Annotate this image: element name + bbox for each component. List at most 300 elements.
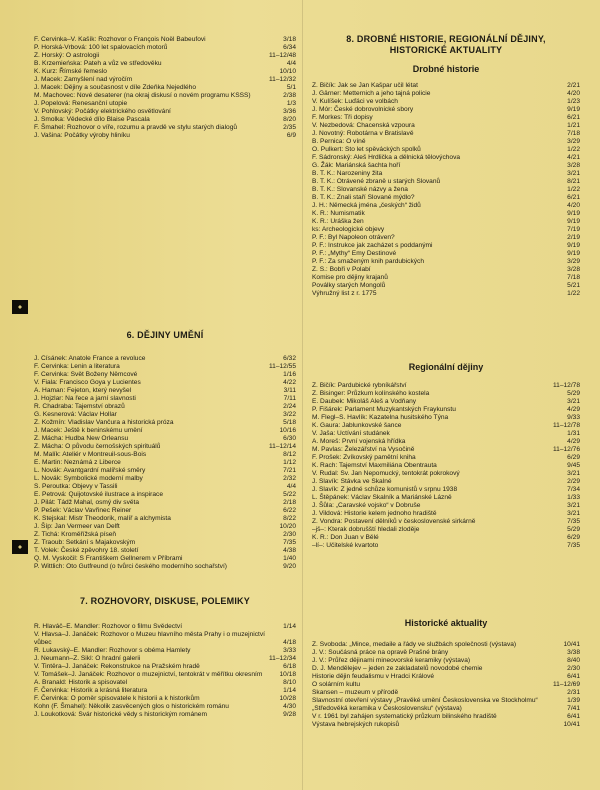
entry-reference: 2/19 [567, 234, 580, 241]
entry-title: V. Tomášek–J. Janáček: Rozhovor o muzejnictví, tentokrát v měřítku okresním [34, 671, 263, 678]
entry-reference: 8/10 [283, 679, 296, 686]
entry-title: Z. Vondra: Postavení dělníků v československé sirkárně [312, 518, 476, 525]
entry-title: –lí–: Učitelské kvartoto [312, 542, 379, 549]
entry-title: Výhružný list z r. 1775 [312, 290, 377, 297]
index-entry [312, 114, 580, 122]
entry-title: P. Pešek: Václav Vavřinec Reiner [34, 507, 132, 514]
index-entry [312, 234, 580, 242]
index-entry [312, 526, 580, 534]
index-entry [312, 705, 580, 713]
entry-title: P. F.: Byl Napoleon otráven? [312, 234, 395, 241]
section-6-title: 6. DĚJINY UMĚNÍ [126, 330, 204, 340]
index-entry [312, 178, 580, 186]
section-8-title-line1: 8. DROBNÉ HISTORIE, REGIONÁLNÍ DĚJINY, [346, 34, 546, 44]
entry-title: Poválky starých Mongolů [312, 282, 386, 289]
index-entry [312, 90, 580, 98]
entry-reference: 9/19 [567, 242, 580, 249]
index-entry [34, 459, 296, 467]
index-entry [312, 274, 580, 282]
entry-title: Kohn (F. Šmahel): Několik zasvěcených glos o historickém románu [34, 703, 229, 710]
entry-reference: 7/41 [567, 705, 580, 712]
entry-reference: 3/21 [567, 470, 580, 477]
entry-reference: 7/19 [567, 226, 580, 233]
entry-reference: 8/20 [283, 116, 296, 123]
entry-reference: 7/18 [567, 274, 580, 281]
entry-reference: 4/22 [283, 379, 296, 386]
index-entry [312, 649, 580, 657]
entry-title: S. Peroutka: Objevy v Tassili [34, 483, 118, 490]
entry-reference: 3/21 [567, 170, 580, 177]
entry-title: B. T. K.: Narozeniny žita [312, 170, 383, 177]
index-entry [312, 382, 580, 390]
index-entry [312, 290, 580, 298]
index-entry [34, 547, 296, 555]
entry-title: V. Nezbedová: Chacenská vzpoura [312, 122, 415, 129]
entry-reference: 6/41 [567, 713, 580, 720]
entry-reference: 3/21 [567, 510, 580, 517]
entry-title: J. Šíp: Jan Vermeer van Delft [34, 523, 120, 530]
index-entry [34, 695, 296, 703]
entry-reference: 2/30 [567, 665, 580, 672]
entry-title: B. T. K.: Znali staří Slované mýdlo? [312, 194, 415, 201]
entry-title: F. Morkes: Tři dopisy [312, 114, 373, 121]
entry-reference: 8/22 [283, 515, 296, 522]
entry-reference: 3/28 [567, 266, 580, 273]
index-entry [34, 623, 296, 631]
index-entry [34, 124, 296, 132]
entry-title: V. Pohlovský: Počátky elektrického osvětlování [34, 108, 171, 115]
entry-reference: 8/21 [567, 178, 580, 185]
index-entry [312, 82, 580, 90]
entry-reference: 1/21 [567, 122, 580, 129]
section-marker-icon [12, 540, 28, 554]
index-entry [312, 470, 580, 478]
index-entry [34, 84, 296, 92]
entry-reference: 2/29 [567, 478, 580, 485]
index-entry [312, 430, 580, 438]
index-entry [34, 60, 296, 68]
entry-reference: 3/29 [567, 258, 580, 265]
index-entry [34, 655, 296, 663]
index-entry [34, 555, 296, 563]
entry-reference: 1/3 [286, 100, 296, 107]
entry-reference: 4/29 [567, 406, 580, 413]
entry-title: F. Cervinka: Lenin a literatura [34, 363, 120, 370]
entry-reference: 9/33 [567, 414, 580, 421]
index-entry [34, 411, 296, 419]
entry-reference: 11–12/48 [268, 52, 296, 59]
index-entry [34, 523, 296, 531]
entry-title: P. Wittlich: Oto Gutfreund (o tvůrci českého moderního sochařství) [34, 563, 228, 570]
top-list [34, 36, 296, 140]
entry-reference: 2/32 [283, 475, 296, 482]
index-entry [34, 355, 296, 363]
entry-title: E. Daubek: Mikoláš Aleš a Vodňany [312, 398, 417, 405]
entry-title: B. Pernica: O víně [312, 138, 366, 145]
drobne-historie-list [312, 82, 580, 298]
index-entry [34, 132, 296, 140]
entry-title: Z. Traoub: Setkání s Majakovským [34, 539, 136, 546]
entry-reference: 9/19 [567, 106, 580, 113]
index-entry [312, 462, 580, 470]
entry-reference: 1/40 [283, 555, 296, 562]
index-entry [312, 398, 580, 406]
entry-title: A. Moreš: První vojenská hřídka [312, 438, 406, 445]
entry-title: P. F.: „Mythy“ Emy Destinové [312, 250, 397, 257]
entry-reference: 7/35 [567, 542, 580, 549]
entry-reference: 1/33 [567, 494, 580, 501]
entry-reference: 3/21 [567, 398, 580, 405]
index-entry [34, 52, 296, 60]
entry-title: L. Štěpánek: Václav Skalník a Mariánské Lázně [312, 494, 452, 501]
entry-title: F. Sádronský: Aleš Hrdlička a dělnická tělovýchova [312, 154, 461, 161]
index-entry [34, 36, 296, 44]
entry-reference: 3/21 [567, 502, 580, 509]
index-entry [34, 467, 296, 475]
index-entry [34, 679, 296, 687]
entry-reference: 7/35 [567, 518, 580, 525]
entry-title: A. Branald: Historik a spisovatel [34, 679, 128, 686]
entry-reference: 1/39 [567, 697, 580, 704]
entry-title: D. J. Mendělejev – jeden ze zakladatelů novodobé chemie [312, 665, 483, 672]
section-6 [34, 330, 296, 571]
entry-title: Z. Horský: O astrologii [34, 52, 100, 59]
entry-title: V r. 1961 byl zahájen systematický průzkum bilinského hradiště [312, 713, 497, 720]
index-entry [312, 138, 580, 146]
index-entry [34, 76, 296, 84]
index-entry [34, 531, 296, 539]
index-entry [312, 130, 580, 138]
index-entry [312, 422, 580, 430]
index-entry [34, 363, 296, 371]
entry-reference: 6/29 [567, 534, 580, 541]
entry-reference: 7/11 [283, 395, 296, 402]
entry-reference: 11–12/55 [268, 363, 296, 370]
entry-reference: 10/20 [279, 523, 296, 530]
index-entry [312, 202, 580, 210]
entry-title: Skansen – muzeum v přírodě [312, 689, 399, 696]
entry-title: O. Pulkert: Sto let spěváckých spolků [312, 146, 421, 153]
entry-reference: 4/29 [567, 438, 580, 445]
entry-title: „Středověká keramika v Československu“ (výstava) [312, 705, 462, 712]
index-entry [34, 435, 296, 443]
index-entry [34, 92, 296, 100]
entry-title: Z. Bisinger: Průzkum kolínského kostela [312, 390, 430, 397]
entry-title: K. Rach: Tajemství Maxmiliána Obentrauta [312, 462, 437, 469]
entry-reference: 2/18 [283, 499, 296, 506]
drobne-historie-title: Drobné historie [412, 64, 480, 74]
entry-title: Z. Bičík: Jak se Jan Kašpar učil létat [312, 82, 418, 89]
entry-reference: 4/4 [286, 483, 296, 490]
index-entry [34, 711, 296, 719]
entry-title: L. Novák: Symbolické moderní malby [34, 475, 143, 482]
index-entry [312, 510, 580, 518]
index-entry [312, 478, 580, 486]
index-entry [34, 483, 296, 491]
entry-title: F. Červinka: Historik a krásná literatura [34, 687, 148, 694]
entry-reference: 6/22 [283, 507, 296, 514]
index-entry [312, 665, 580, 673]
entry-reference: 1/22 [567, 146, 580, 153]
entry-reference: 6/9 [286, 132, 296, 139]
index-entry [312, 502, 580, 510]
index-entry [312, 486, 580, 494]
index-entry [34, 427, 296, 435]
entry-title: J. Smolka: Vědecké dílo Blaise Pascala [34, 116, 150, 123]
entry-title: J. H.: Německá jména „českých“ židů [312, 202, 421, 209]
entry-title: Výstava hebrejských rukopisů [312, 721, 400, 728]
entry-reference: 1/12 [283, 459, 296, 466]
entry-reference: 2/38 [283, 92, 296, 99]
entry-reference: 2/24 [283, 403, 296, 410]
entry-reference: 10/41 [563, 721, 580, 728]
index-entry [312, 454, 580, 462]
entry-title: Z. S.: Bobři v Polabí [312, 266, 371, 273]
entry-reference: 3/18 [283, 36, 296, 43]
entry-title: P. Horská-Vrbová: 100 let spalovacích motorů [34, 44, 168, 51]
index-entry [34, 539, 296, 547]
entry-title: J. Šůla: „Caravské vojsko“ v Dobruše [312, 502, 421, 509]
entry-reference: 5/1 [286, 84, 296, 91]
entry-title: F. Prošek: Zvíkovský pamětní kniha [312, 454, 416, 461]
index-entry [312, 226, 580, 234]
entry-title: G. Žák: Mariánská šachta hoří [312, 162, 401, 169]
entry-title: J. V.: Součásná práce na opravě Prašné brány [312, 649, 449, 656]
index-entry [312, 438, 580, 446]
entry-title: J. Pilát: Tádž Mahal, osmý div světa [34, 499, 140, 506]
entry-title: V. Tintěra–J. Janáček: Rekonstrukce na Pražském hradě [34, 663, 200, 670]
index-entry [312, 106, 580, 114]
entry-reference: 8/40 [567, 657, 580, 664]
section-8-title-line2: HISTORICKÉ AKTUALITY [389, 45, 503, 55]
entry-title: E. Martin: Neznámá z Liberce [34, 459, 121, 466]
entry-title: F. Červinka: O poměr spisovatele k historii a k historikům [34, 695, 200, 702]
index-entry [312, 689, 580, 697]
index-entry [34, 663, 296, 671]
entry-title: J. Gärner: Metternich a jeho tajná policie [312, 90, 431, 97]
entry-title: K. Gaura: Jablunkovské šance [312, 422, 402, 429]
index-entry [312, 390, 580, 398]
entry-title: V. Kulíšek: Luďáci ve volbách [312, 98, 398, 105]
entry-title: K. R.: Numismatik [312, 210, 365, 217]
entry-reference: 10/16 [279, 427, 296, 434]
entry-title: R. Chadraba: Tajemství obrazů [34, 403, 125, 410]
entry-reference: 4/38 [283, 547, 296, 554]
entry-reference: 9/28 [283, 711, 296, 718]
section-6-list [34, 355, 296, 571]
index-entry [312, 162, 580, 170]
entry-title: Z. Tichá: Kroměřížská píseň [34, 531, 117, 538]
index-entry [34, 507, 296, 515]
index-entry [34, 443, 296, 451]
index-entry [34, 671, 296, 679]
entry-title: Komise pro dějiny krajanů [312, 274, 388, 281]
entry-reference: 2/21 [567, 82, 580, 89]
section-7-list [34, 623, 296, 719]
index-entry [312, 266, 580, 274]
entry-reference: 11–12/69 [552, 681, 580, 688]
section-7 [34, 596, 296, 719]
index-entry [312, 146, 580, 154]
column-divider [302, 0, 303, 790]
index-entry [312, 122, 580, 130]
entry-reference: 7/18 [567, 130, 580, 137]
index-entry [312, 406, 580, 414]
index-entry [34, 395, 296, 403]
index-entry [312, 681, 580, 689]
entry-title: B. T. K.: Otrávené zbraně u starých Slovanů [312, 178, 441, 185]
entry-title: Z. Bičík: Pardubické rybníkářství [312, 382, 407, 389]
index-entry [312, 518, 580, 526]
entry-reference: 11–12/78 [552, 422, 580, 429]
index-entry [312, 210, 580, 218]
entry-title: J. Macek: Dějiny a současnost v díle Zdeňka Nejedlého [34, 84, 196, 91]
entry-reference: 6/29 [567, 454, 580, 461]
entry-reference: 3/38 [567, 649, 580, 656]
entry-title: Z. Mácha: O původu černošských spirituálů [34, 443, 161, 450]
entry-title: J. V.: Průřez dějinami mineovorské keramiky (výstava) [312, 657, 471, 664]
entry-reference: 10/41 [563, 641, 580, 648]
entry-reference: 7/21 [283, 467, 296, 474]
entry-title: ks: Archeologické objevy [312, 226, 385, 233]
entry-reference: 4/4 [286, 60, 296, 67]
historicke-aktuality-list [312, 641, 580, 729]
entry-title: R. Lukavský–E. Mandler: Rozhovor s obéma Hamlety [34, 647, 191, 654]
index-entry [312, 673, 580, 681]
index-entry [312, 186, 580, 194]
entry-title: B. Krzemieńska: Pateh a vůz ve středověku [34, 60, 162, 67]
index-entry [34, 403, 296, 411]
index-entry [312, 641, 580, 649]
entry-title: J. Loukotková: Svár historické vědy s historickým románem [34, 711, 207, 718]
entry-title: F. Cervinka–V. Kašík: Rozhovor o François Noël Babeufovi [34, 36, 206, 43]
entry-title: J. Slavík: Z jedné schůze komunistů v srpnu 1938 [312, 486, 458, 493]
entry-reference: 10/10 [279, 68, 296, 75]
entry-reference: 10/18 [279, 671, 296, 678]
entry-title: B. T. K.: Slovanské názvy a žena [312, 186, 408, 193]
entry-title: J. Mór: České dobrovolnické sbory [312, 106, 414, 113]
entry-reference: 7/35 [283, 539, 296, 546]
index-entry [312, 494, 580, 502]
entry-title: G. Kesnerová: Václav Hollar [34, 411, 117, 418]
entry-reference: 2/31 [567, 689, 580, 696]
entry-reference: 5/29 [567, 390, 580, 397]
entry-title: V. Hlavsa–J. Janáček: Rozhovor o Muzeu hlavního města Prahy i o muzejnictví vůbec [34, 631, 266, 646]
entry-title: K. R.: Don Juan v Bělé [312, 534, 379, 541]
left-column [34, 0, 296, 790]
entry-reference: 6/21 [567, 114, 580, 121]
section-8 [312, 34, 580, 298]
entry-title: M. Pavlas: Železářství na Vysočině [312, 446, 415, 453]
index-entry [34, 647, 296, 655]
entry-reference: 2/35 [283, 124, 296, 131]
entry-title: V. Fiala: Francisco Goya y Lucientes [34, 379, 141, 386]
entry-reference: 1/14 [283, 687, 296, 694]
entry-reference: 3/36 [283, 108, 296, 115]
entry-reference: 10/28 [279, 695, 296, 702]
regionalni-dejiny-title: Regionální dějiny [408, 362, 484, 372]
index-entry [312, 242, 580, 250]
index-entry [34, 371, 296, 379]
section-marker-icon [12, 300, 28, 314]
entry-reference: 5/29 [567, 526, 580, 533]
entry-title: M. Machovec: Nové desaterer (na okraj diskusí o novém programu KSSS) [34, 92, 251, 99]
index-entry [34, 44, 296, 52]
entry-title: L. Novák: Avantgardní malířské směry [34, 467, 146, 474]
index-entry [312, 282, 580, 290]
entry-reference: 5/18 [283, 419, 296, 426]
index-entry [312, 170, 580, 178]
entry-title: O solárním kultu [312, 681, 361, 688]
historicke-aktuality-title: Historické aktuality [404, 618, 488, 628]
entry-reference: 3/28 [567, 162, 580, 169]
entry-reference: 4/21 [567, 154, 580, 161]
entry-title: Z. Svoboda: „Mince, medaile a řády ve službách společnosti (výstava) [312, 641, 517, 648]
entry-title: R. Hlaváč–E. Mandler: Rozhovor o filmu Svědectví [34, 623, 183, 630]
entry-title: J. Vildová: Historie kelem jednoho hradiště [312, 510, 437, 517]
index-entry [34, 379, 296, 387]
index-entry [34, 387, 296, 395]
entry-title: Historie dějin feudalismu v Hradci Králové [312, 673, 435, 680]
index-entry [312, 534, 580, 542]
index-entry [34, 703, 296, 711]
index-entry [34, 419, 296, 427]
entry-reference: 1/16 [283, 371, 296, 378]
entry-reference: 11–12/14 [268, 443, 296, 450]
entry-reference: 2/30 [283, 531, 296, 538]
index-entry [34, 68, 296, 76]
entry-title: Slavnostní otevření výstavy „Pravěké umění Československa ve Stockholmu“ [312, 697, 538, 704]
entry-title: A. Haman: Fejeton, který nevyšel [34, 387, 132, 394]
entry-reference: 11–12/78 [552, 382, 580, 389]
entry-reference: 1/31 [567, 430, 580, 437]
entry-reference: 8/12 [283, 451, 296, 458]
entry-reference: 1/22 [567, 186, 580, 193]
regionalni-dejiny-list [312, 382, 580, 550]
entry-reference: 4/20 [567, 202, 580, 209]
index-entry [34, 475, 296, 483]
entry-reference: 6/41 [567, 673, 580, 680]
entry-reference: 5/22 [283, 491, 296, 498]
entry-title: T. Volek: České zpěvohry 18. století [34, 547, 139, 554]
entry-reference: 4/20 [567, 90, 580, 97]
entry-reference: 1/22 [567, 290, 580, 297]
index-entry [312, 542, 580, 550]
index-entry [312, 218, 580, 226]
index-entry [312, 414, 580, 422]
index-entry [312, 258, 580, 266]
entry-reference: 4/18 [283, 639, 296, 646]
entry-title: J. Neumann–Z. Sikl: O hradní galerii [34, 655, 141, 662]
index-entry [34, 499, 296, 507]
index-entry [34, 451, 296, 459]
entry-title: P. F.: Instrukce jak zacházet s poddanými [312, 242, 433, 249]
index-entry [312, 98, 580, 106]
entry-reference: 11–12/34 [268, 655, 296, 662]
index-entry [34, 515, 296, 523]
entry-title: V. Jaša: Uctívání studánek [312, 430, 390, 437]
entry-title: E. Petrová: Quijotovské ilustrace a inspirace [34, 491, 164, 498]
regionalni-dejiny [312, 362, 580, 550]
entry-title: J. Slavík: Stávka ve Skalné [312, 478, 392, 485]
entry-reference: 6/18 [283, 663, 296, 670]
entry-reference: 3/29 [567, 138, 580, 145]
entry-title: Z. Kožmín: Vladislav Vančura a historická próza [34, 419, 174, 426]
index-entry [312, 154, 580, 162]
entry-title: P. Fišárek: Parlament Muzykantských Fraykunstu [312, 406, 456, 413]
index-entry [312, 446, 580, 454]
entry-title: J. Novotný: Robotárna v Bratislavě [312, 130, 414, 137]
